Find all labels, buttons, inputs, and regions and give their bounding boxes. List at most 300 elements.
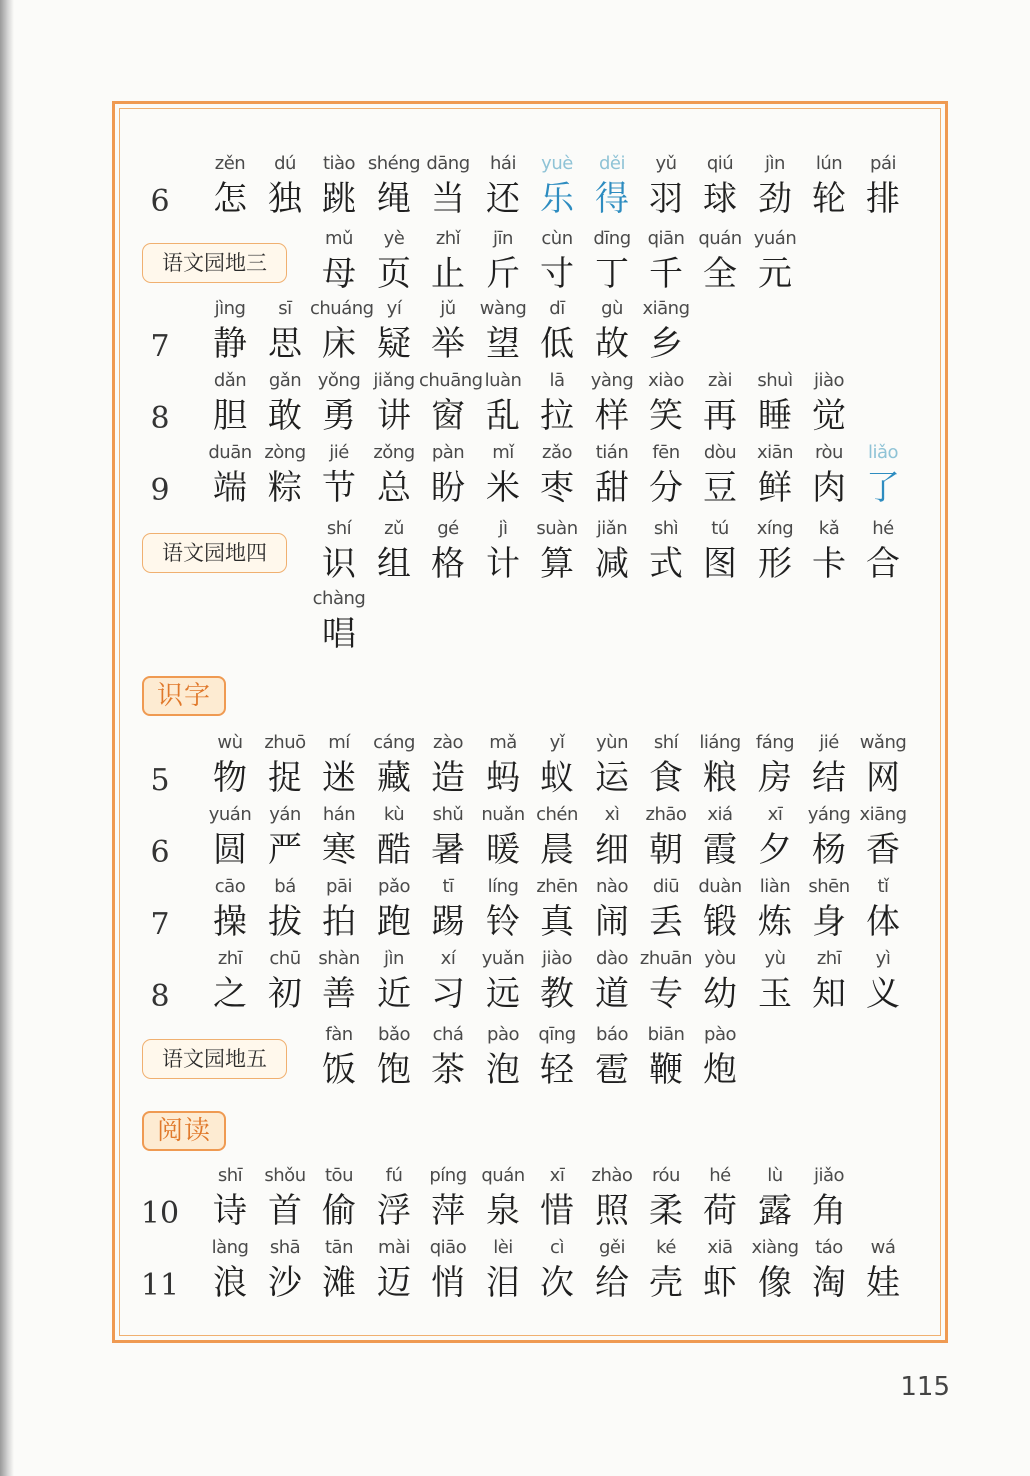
character-cell	[746, 873, 804, 943]
pinyin: xiān	[756, 442, 794, 463]
hanzi: 乡	[649, 324, 683, 364]
character-cell	[691, 1234, 749, 1304]
hanzi: 杨	[812, 830, 846, 870]
character-cell	[528, 295, 586, 365]
hanzi: 沙	[268, 1263, 302, 1303]
character-cell	[528, 873, 586, 943]
vocab-row	[0, 295, 1030, 365]
pinyin: zhī	[217, 948, 243, 969]
character-cell	[800, 801, 858, 871]
pinyin: liàn	[759, 876, 791, 897]
pinyin: xiá	[707, 804, 733, 825]
character-cell	[583, 729, 641, 799]
hanzi: 身	[812, 902, 846, 942]
pinyin: yù	[764, 948, 786, 969]
pinyin: mí	[328, 732, 350, 753]
hanzi: 炼	[758, 902, 792, 942]
character-cell	[528, 945, 586, 1015]
pinyin: tú	[711, 518, 729, 539]
pinyin: dǎn	[213, 370, 247, 391]
hanzi: 露	[758, 1191, 792, 1231]
hanzi: 拉	[540, 396, 574, 436]
pinyin: yán	[269, 804, 301, 825]
hanzi: 疑	[377, 324, 411, 364]
pinyin: yuǎn	[481, 948, 525, 969]
pinyin: chá	[432, 1024, 464, 1045]
pinyin: líng	[487, 876, 519, 897]
hanzi: 铃	[486, 902, 520, 942]
character-cell	[201, 150, 259, 220]
character-cell	[419, 1234, 477, 1304]
hanzi: 之	[213, 974, 247, 1014]
character-cell	[746, 367, 804, 437]
character-cell	[474, 515, 532, 585]
pinyin: dú	[274, 153, 296, 174]
hanzi: 丁	[595, 254, 629, 294]
pinyin: táo	[815, 1237, 843, 1258]
pinyin: fàn	[325, 1024, 353, 1045]
pinyin: ròu	[815, 442, 843, 463]
hanzi: 组	[377, 544, 411, 584]
pinyin: hán	[322, 804, 356, 825]
character-cell	[800, 729, 858, 799]
hanzi: 笑	[649, 396, 683, 436]
character-cell	[637, 873, 695, 943]
vocab-row	[0, 515, 1030, 585]
pinyin: zhēn	[536, 876, 578, 897]
character-cell	[201, 295, 259, 365]
character-cell	[419, 515, 477, 585]
hanzi: 乐	[540, 179, 574, 219]
pinyin: róu	[652, 1165, 680, 1186]
pinyin: zǒng	[373, 442, 415, 463]
pinyin: ké	[656, 1237, 676, 1258]
pinyin: yuè	[541, 153, 573, 174]
pinyin: báo	[596, 1024, 628, 1045]
character-cell	[310, 1021, 368, 1091]
vocab-row	[0, 439, 1030, 509]
character-cell-polyphone	[583, 150, 641, 220]
character-cell	[746, 1162, 804, 1232]
character-cell	[474, 1234, 532, 1304]
hanzi: 香	[866, 830, 900, 870]
pinyin: tī	[442, 876, 454, 897]
pinyin: nào	[596, 876, 628, 897]
character-cell	[528, 801, 586, 871]
character-cell	[256, 945, 314, 1015]
hanzi: 分	[649, 468, 683, 508]
pinyin: yòu	[704, 948, 736, 969]
pinyin: pǎo	[378, 876, 410, 897]
character-cell	[365, 1162, 423, 1232]
character-cell	[419, 945, 477, 1015]
hanzi: 睡	[758, 396, 792, 436]
pinyin: jiào	[813, 370, 845, 391]
hanzi: 故	[595, 324, 629, 364]
hanzi: 米	[486, 468, 520, 508]
character-cell	[474, 150, 532, 220]
character-cell	[746, 439, 804, 509]
character-cell	[201, 873, 259, 943]
character-cell	[637, 150, 695, 220]
character-cell	[256, 1162, 314, 1232]
hanzi: 网	[866, 758, 900, 798]
pinyin: shì	[653, 518, 679, 539]
character-cell	[854, 945, 912, 1015]
character-cell	[637, 439, 695, 509]
hanzi: 鞭	[649, 1050, 683, 1090]
character-cell	[474, 873, 532, 943]
pinyin: lā	[549, 370, 565, 391]
pinyin: jìng	[214, 298, 246, 319]
hanzi: 怎	[213, 179, 247, 219]
pinyin: diū	[652, 876, 680, 897]
character-cell	[854, 515, 912, 585]
hanzi: 泪	[486, 1263, 520, 1303]
pinyin: zhuān	[639, 948, 693, 969]
pinyin: xiāng	[859, 804, 907, 825]
hanzi: 诗	[213, 1191, 247, 1231]
character-cell	[583, 367, 641, 437]
character-cell	[583, 873, 641, 943]
character-cell	[474, 225, 532, 295]
pinyin: quán	[481, 1165, 525, 1186]
character-cell	[583, 515, 641, 585]
character-cell	[256, 295, 314, 365]
hanzi: 跳	[322, 179, 356, 219]
character-cell	[365, 367, 423, 437]
hanzi: 知	[812, 974, 846, 1014]
character-cell	[365, 1021, 423, 1091]
hanzi: 鲜	[758, 468, 792, 508]
pinyin: jié	[819, 732, 839, 753]
hanzi: 踢	[431, 902, 465, 942]
pinyin: dīng	[593, 228, 631, 249]
character-cell	[528, 515, 586, 585]
pinyin: zhào	[591, 1165, 633, 1186]
character-cell	[310, 801, 368, 871]
character-cell	[800, 439, 858, 509]
character-cell	[419, 801, 477, 871]
character-cell	[691, 150, 749, 220]
hanzi: 雹	[595, 1050, 629, 1090]
pinyin: gǎn	[268, 370, 302, 391]
pinyin: lún	[815, 153, 843, 174]
hanzi: 锻	[703, 902, 737, 942]
character-cell	[419, 1162, 477, 1232]
pinyin: shǒu	[264, 1165, 306, 1186]
pinyin: jì	[498, 518, 508, 539]
pinyin: gù	[601, 298, 623, 319]
pinyin: tiào	[322, 153, 356, 174]
vocab-row	[0, 150, 1030, 220]
pinyin: nuǎn	[481, 804, 525, 825]
pinyin: qiāo	[429, 1237, 467, 1258]
character-cell	[419, 225, 477, 295]
character-cell	[419, 295, 477, 365]
character-cell	[528, 1021, 586, 1091]
hanzi: 滩	[322, 1263, 356, 1303]
pinyin: yǒng	[317, 370, 361, 391]
lesson-number: 9	[150, 473, 170, 508]
pinyin: cāo	[214, 876, 246, 897]
pinyin: dòu	[703, 442, 737, 463]
pinyin: yì	[875, 948, 891, 969]
pinyin: zěn	[214, 153, 246, 174]
hanzi: 轻	[540, 1050, 574, 1090]
hanzi: 饱	[377, 1050, 411, 1090]
pinyin: shā	[269, 1237, 301, 1258]
hanzi: 淘	[812, 1263, 846, 1303]
character-cell	[854, 801, 912, 871]
hanzi: 造	[431, 758, 465, 798]
unit-badge: 语文园地五	[142, 1039, 287, 1079]
character-cell	[474, 367, 532, 437]
character-cell	[637, 1162, 695, 1232]
hanzi: 初	[268, 974, 302, 1014]
character-cell	[691, 801, 749, 871]
hanzi: 枣	[540, 468, 574, 508]
pinyin: děi	[598, 153, 625, 174]
hanzi: 讲	[377, 396, 411, 436]
character-cell	[365, 225, 423, 295]
hanzi: 炮	[703, 1050, 737, 1090]
lesson-number: 8	[150, 401, 170, 436]
pinyin: zhuō	[264, 732, 306, 753]
character-cell	[256, 439, 314, 509]
character-cell	[691, 225, 749, 295]
hanzi: 物	[213, 758, 247, 798]
character-cell	[474, 801, 532, 871]
hanzi: 惜	[540, 1191, 574, 1231]
pinyin: gé	[437, 518, 459, 539]
pinyin: chū	[269, 948, 301, 969]
character-cell	[256, 150, 314, 220]
character-cell	[419, 873, 477, 943]
pinyin: yùn	[596, 732, 628, 753]
hanzi: 像	[758, 1263, 792, 1303]
character-cell	[583, 439, 641, 509]
pinyin: yí	[386, 298, 402, 319]
pinyin: fēn	[652, 442, 680, 463]
character-cell	[474, 439, 532, 509]
character-cell	[201, 729, 259, 799]
character-cell	[637, 729, 695, 799]
pinyin: zhǐ	[435, 228, 461, 249]
character-cell	[528, 1162, 586, 1232]
hanzi: 饭	[322, 1050, 356, 1090]
character-cell	[256, 367, 314, 437]
vocab-row	[0, 729, 1030, 799]
character-cell	[691, 439, 749, 509]
section-heading: 识字	[142, 676, 226, 716]
hanzi: 食	[649, 758, 683, 798]
pinyin: pào	[704, 1024, 736, 1045]
pinyin: shī	[217, 1165, 243, 1186]
hanzi: 给	[595, 1263, 629, 1303]
hanzi: 页	[377, 254, 411, 294]
hanzi: 举	[431, 324, 465, 364]
hanzi: 粽	[268, 468, 302, 508]
pinyin: làng	[211, 1237, 249, 1258]
hanzi: 房	[758, 758, 792, 798]
pinyin: dī	[549, 298, 565, 319]
hanzi: 体	[866, 902, 900, 942]
pinyin: shí	[326, 518, 352, 539]
vocab-row	[0, 585, 1030, 655]
pinyin: mài	[377, 1237, 411, 1258]
hanzi: 样	[595, 396, 629, 436]
pinyin: pàn	[431, 442, 465, 463]
hanzi: 窗	[431, 396, 465, 436]
hanzi: 敢	[268, 396, 302, 436]
hanzi: 元	[758, 254, 792, 294]
pinyin: chuāng	[419, 370, 483, 391]
character-cell	[637, 515, 695, 585]
character-cell	[691, 873, 749, 943]
hanzi: 暑	[431, 830, 465, 870]
hanzi: 霞	[703, 830, 737, 870]
hanzi: 球	[703, 179, 737, 219]
character-cell	[310, 225, 368, 295]
hanzi: 轮	[812, 179, 846, 219]
hanzi: 虾	[703, 1263, 737, 1303]
lesson-number: 11	[140, 1268, 180, 1303]
hanzi: 绳	[377, 179, 411, 219]
pinyin: jiǎn	[596, 518, 628, 539]
hanzi: 义	[866, 974, 900, 1014]
character-cell	[583, 1162, 641, 1232]
character-cell	[310, 150, 368, 220]
pinyin: zǎo	[542, 442, 572, 463]
character-cell	[201, 945, 259, 1015]
character-cell	[691, 945, 749, 1015]
character-cell	[310, 585, 368, 655]
hanzi: 望	[486, 324, 520, 364]
character-cell	[310, 367, 368, 437]
pinyin: dāng	[426, 153, 470, 174]
pinyin: bǎo	[378, 1024, 410, 1045]
hanzi: 节	[322, 468, 356, 508]
character-cell	[528, 225, 586, 295]
pinyin: fú	[385, 1165, 403, 1186]
hanzi: 劲	[758, 179, 792, 219]
hanzi: 拔	[268, 902, 302, 942]
hanzi: 柔	[649, 1191, 683, 1231]
hanzi: 还	[486, 179, 520, 219]
pinyin: luàn	[484, 370, 522, 391]
character-cell	[365, 295, 423, 365]
hanzi: 夕	[758, 830, 792, 870]
hanzi: 近	[377, 974, 411, 1014]
hanzi: 乱	[486, 396, 520, 436]
pinyin: xiào	[648, 370, 684, 391]
character-cell	[637, 1021, 695, 1091]
pinyin: cùn	[541, 228, 573, 249]
lesson-number: 7	[150, 907, 170, 942]
character-cell	[746, 945, 804, 1015]
character-cell	[583, 801, 641, 871]
character-cell	[800, 1162, 858, 1232]
pinyin: yàng	[590, 370, 634, 391]
hanzi: 寸	[540, 254, 574, 294]
hanzi: 圆	[213, 830, 247, 870]
character-cell	[474, 729, 532, 799]
pinyin: xī	[549, 1165, 565, 1186]
pinyin: xī	[767, 804, 783, 825]
pinyin: lù	[767, 1165, 783, 1186]
pinyin: zǔ	[384, 518, 404, 539]
character-cell	[583, 945, 641, 1015]
pinyin: shí	[653, 732, 679, 753]
hanzi: 甜	[595, 468, 629, 508]
hanzi: 首	[268, 1191, 302, 1231]
pinyin: yǔ	[655, 153, 677, 174]
hanzi: 娃	[866, 1263, 900, 1303]
pinyin: shàn	[318, 948, 360, 969]
character-cell	[365, 801, 423, 871]
hanzi: 丢	[649, 902, 683, 942]
pinyin: shǔ	[432, 804, 464, 825]
character-cell	[201, 367, 259, 437]
hanzi: 式	[649, 544, 683, 584]
character-cell	[800, 150, 858, 220]
hanzi: 静	[213, 324, 247, 364]
character-cell	[800, 1234, 858, 1304]
hanzi: 运	[595, 758, 629, 798]
hanzi: 道	[595, 974, 629, 1014]
pinyin: dào	[596, 948, 628, 969]
hanzi: 浪	[213, 1263, 247, 1303]
hanzi: 觉	[812, 396, 846, 436]
hanzi: 偷	[322, 1191, 356, 1231]
pinyin: shuì	[757, 370, 793, 391]
lesson-number: 10	[140, 1196, 180, 1231]
hanzi: 结	[812, 758, 846, 798]
pinyin: cì	[550, 1237, 564, 1258]
unit-badge: 语文园地三	[142, 243, 287, 283]
pinyin: sī	[278, 298, 292, 319]
hanzi: 泡	[486, 1050, 520, 1090]
hanzi: 勇	[322, 396, 356, 436]
pinyin: shéng	[367, 153, 421, 174]
pinyin: jìn	[765, 153, 785, 174]
hanzi: 思	[268, 324, 302, 364]
character-cell	[746, 801, 804, 871]
character-cell	[637, 367, 695, 437]
character-cell	[637, 945, 695, 1015]
pinyin: xiàng	[751, 1237, 799, 1258]
character-cell	[365, 873, 423, 943]
hanzi: 角	[812, 1191, 846, 1231]
pinyin: xíng	[756, 518, 794, 539]
character-cell	[201, 1162, 259, 1232]
page-number: 115	[900, 1372, 950, 1402]
hanzi: 朝	[649, 830, 683, 870]
character-cell	[854, 873, 912, 943]
hanzi: 减	[595, 544, 629, 584]
character-cell	[365, 729, 423, 799]
pinyin: pào	[487, 1024, 519, 1045]
hanzi: 止	[431, 254, 465, 294]
pinyin: mǎ	[489, 732, 517, 753]
pinyin: kǎ	[818, 518, 840, 539]
character-cell	[528, 367, 586, 437]
hanzi: 再	[703, 396, 737, 436]
hanzi: 蚂	[486, 758, 520, 798]
pinyin: jīn	[493, 228, 513, 249]
character-cell	[583, 1021, 641, 1091]
